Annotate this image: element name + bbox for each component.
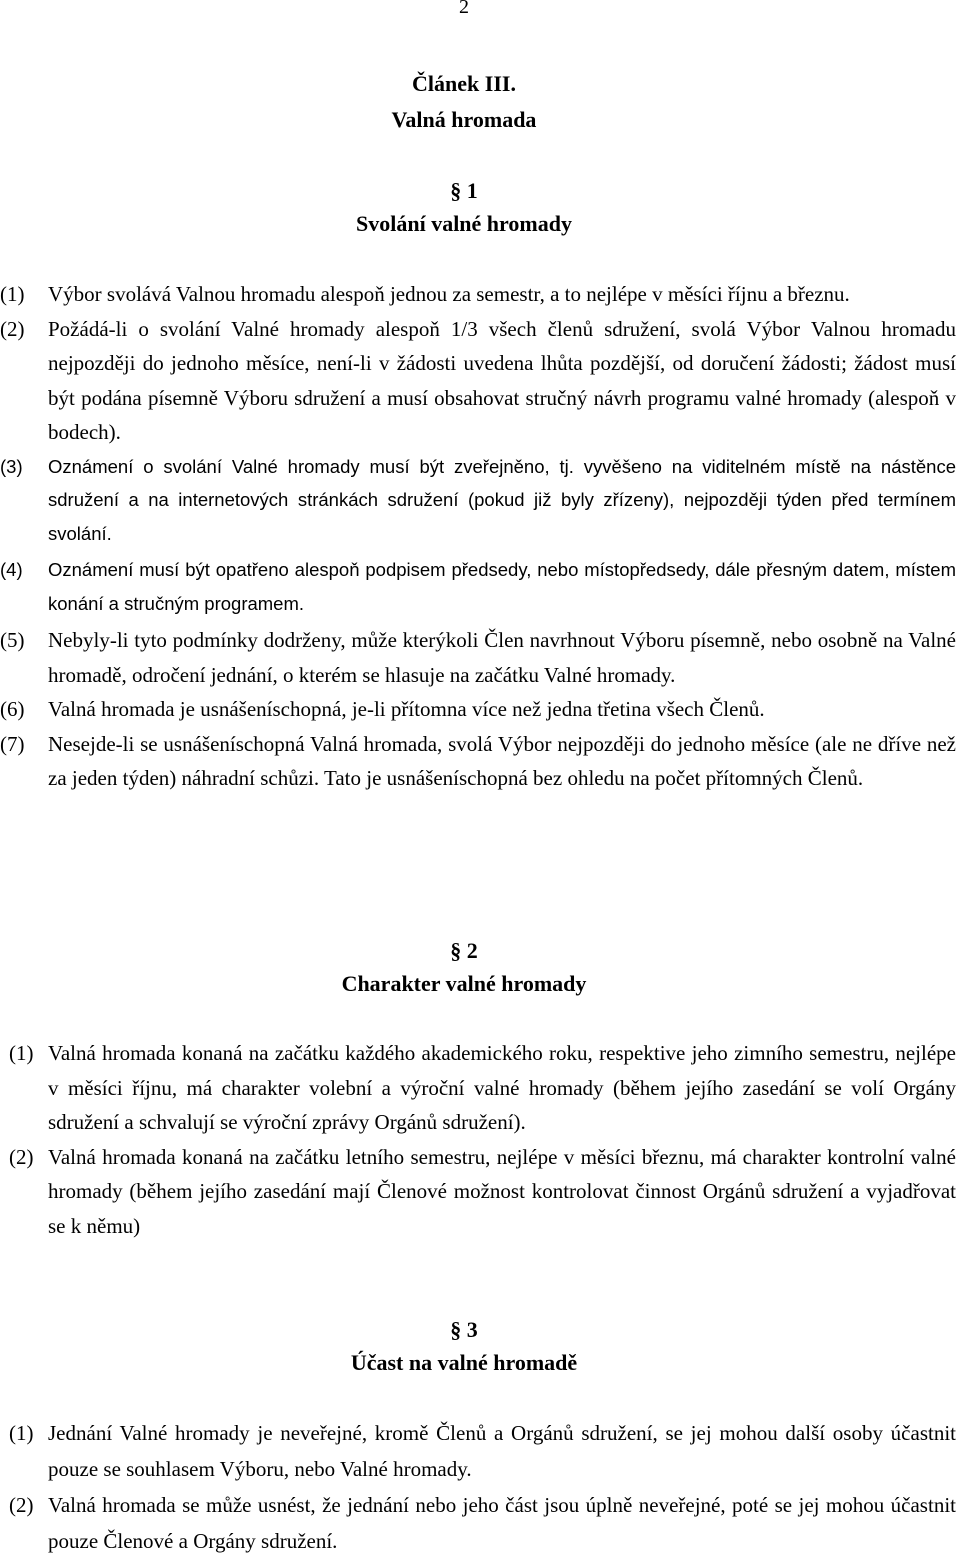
item-label: (2) (0, 316, 25, 341)
list-item (0, 727, 956, 796)
page-number: 2 (459, 0, 469, 18)
list-item (0, 692, 956, 727)
section-heading (0, 174, 928, 240)
section-title: Svolání valné hromady (356, 211, 572, 236)
item-label: (5) (0, 628, 25, 652)
item-label: (7) (0, 731, 25, 756)
section-3-list (0, 1415, 956, 1559)
item-text: Jednání Valné hromady je neveřejné, kromě Členů a Orgánů sdružení, se jej mohou další osoby účastnit pouze se souhlasem Výboru, nebo Valné hromady. (48, 1421, 956, 1481)
item-text: Nesejde-li se usnášeníschopná Valná hromada, svolá Výbor nejpozději do jednoho měsíce (ale ne dříve než za jeden týden) náhradní schůzi. Tato je usnášeníschopná bez ohledu na počet přítomných Členů. (48, 731, 956, 790)
item-label: (2) (9, 1144, 34, 1169)
item-label: (3) (0, 455, 23, 477)
item-text: Oznámení o svolání Valné hromady musí být zveřejněno, tj. vyvěšeno na viditelném místě na nástěnce sdružení a na internetových stránkách sdružení (pokud již byly zřízeny), nejpozději týden před termínem svolání. (48, 455, 956, 544)
section-2-list (0, 1036, 956, 1243)
item-label: (6) (0, 697, 25, 721)
list-item (0, 277, 956, 312)
item-label: (1) (9, 1421, 34, 1445)
item-label: (1) (9, 1041, 34, 1065)
section-number: § 2 (450, 938, 478, 963)
item-label: (1) (0, 282, 25, 306)
item-text: Výbor svolává Valnou hromadu alespoň jednou za semestr, a to nejlépe v měsíci říjnu a březnu. (48, 282, 850, 306)
section-title: Účast na valné hromadě (350, 1350, 578, 1375)
item-text: Valná hromada konaná na začátku letního semestru, nejlépe v měsíci březnu, má charakter kontrolní valné hromady (během jejího zasedání mají Členové možnost kontrolovat činnost Orgánů sdružení a vyjadřovat se k němu) (48, 1144, 956, 1238)
item-text: Oznámení musí být opatřeno alespoň podpisem předsedy, nebo místopředsedy, dále přesným datem, místem konání a stručným programem. (48, 559, 956, 614)
item-text: Požádá-li o svolání Valné hromady alespoň 1/3 všech členů sdružení, svolá Výbor Valnou hromadu nejpozději do jednoho měsíce, není-li v žádosti uvedena lhůta pozdější, od doručení žádosti; žádost musí být podána písemně Výboru sdružení a musí obsahovat stručný návrh programu valné hromady (alespoň v bodech). (48, 316, 956, 444)
item-text: Valná hromada se může usnést, že jednání nebo jeho část jsou úplně neveřejné, poté se jej mohou účastnit pouze Členové a Orgány sdružení. (48, 1493, 956, 1553)
item-text: Valná hromada je usnášeníschopná, je-li přítomna více než jedna třetina všech Členů. (48, 697, 765, 721)
article-subtitle: Valná hromada (391, 107, 537, 132)
item-text: Nebyly-li tyto podmínky dodrženy, může kterýkoli Člen navrhnout Výboru písemně, nebo osobně na Valné hromadě, odročení jednání, o kterém se hlasuje na začátku Valné hromady. (48, 628, 956, 687)
section-heading (0, 1313, 928, 1379)
list-item (0, 1415, 956, 1487)
list-item (0, 450, 956, 551)
item-text: Valná hromada konaná na začátku každého akademického roku, respektive jeho zimního semestru, nejlépe v měsíci říjnu, má charakter volební a výroční valné hromady (během jejího zasedání se volí Orgány sdružení a schvalují se výroční zprávy Orgánů sdružení). (48, 1041, 956, 1134)
section-1-list (0, 277, 956, 796)
list-item (0, 312, 956, 450)
section-title: Charakter valné hromady (341, 971, 587, 996)
section-heading (0, 934, 928, 1000)
article-title: Článek III. (412, 71, 516, 96)
list-item (0, 1140, 956, 1244)
list-item (0, 553, 956, 620)
section-number: § 1 (450, 178, 478, 203)
item-label: (4) (0, 559, 23, 580)
list-item (0, 1036, 956, 1140)
item-label: (2) (9, 1493, 34, 1517)
section-number: § 3 (450, 1317, 478, 1342)
list-item (0, 1487, 956, 1559)
list-item (0, 623, 956, 692)
